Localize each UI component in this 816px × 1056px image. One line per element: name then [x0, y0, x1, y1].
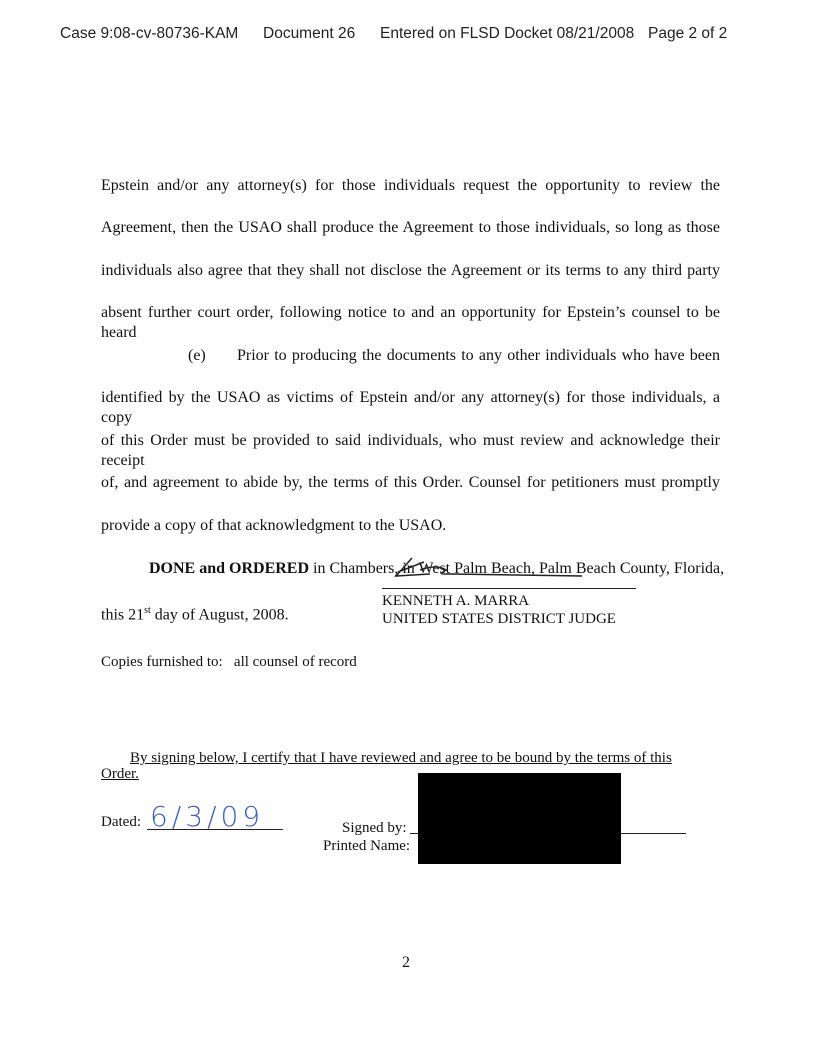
handwritten-date: 6/3/09 — [150, 800, 265, 833]
body-line: of, and agreement to abide by, the terms of this Order. Counsel for petitioners must promptly — [101, 474, 720, 491]
certification-text: By signing below, I certify that I have reviewed and agree to be bound by the terms of this — [130, 750, 672, 766]
body-line: Prior to producing the documents to any other individuals who have been — [237, 347, 720, 364]
done-ordered-bold: DONE and ORDERED — [149, 560, 310, 577]
body-line: identified by the USAO as victims of Epstein and/or any attorney(s) for those individuals, a copy — [101, 389, 720, 426]
case-number: Case 9:08-cv-80736-KAM — [60, 25, 239, 42]
judge-name: KENNETH A. MARRA — [382, 593, 530, 609]
printed-name-label: Printed Name: — [323, 838, 411, 854]
document-number: Document 26 — [263, 25, 356, 42]
body-line: individuals also agree that they shall not disclose the Agreement or its terms to any third party — [101, 262, 720, 279]
certification-text-end: Order. — [101, 766, 139, 782]
item-e-label: (e) — [188, 347, 206, 364]
date-text-rest: day of August, 2008. — [150, 606, 289, 624]
judge-title: UNITED STATES DISTRICT JUDGE — [382, 611, 616, 627]
page-indicator: Page 2 of 2 — [648, 25, 728, 42]
body-line: provide a copy of that acknowledgment to the USAO. — [101, 517, 447, 534]
body-line: absent further court order, following notice to and an opportunity for Epstein’s counsel to be heard — [101, 304, 720, 341]
date-ordinal: st — [144, 605, 151, 616]
body-line: Epstein and/or any attorney(s) for those individuals request the opportunity to review the — [101, 177, 720, 194]
date-line — [101, 601, 289, 625]
body-line: of this Order must be provided to said individuals, who must review and acknowledge their receipt — [101, 432, 720, 469]
date-text: this 21 — [101, 606, 145, 624]
copies-furnished: Copies furnished to: all counsel of record — [101, 654, 357, 670]
judge-signature — [390, 552, 590, 582]
entered-date: Entered on FLSD Docket 08/21/2008 — [380, 25, 635, 42]
signed-by-label: Signed by: — [342, 820, 407, 836]
dated-label: Dated: — [101, 814, 141, 830]
done-ordered-text: in Chambers, in West Palm Beach, Palm Beach County, Florida, — [309, 560, 725, 577]
redaction-box — [418, 773, 621, 864]
signature-line — [382, 588, 636, 589]
body-line: Agreement, then the USAO shall produce the Agreement to those individuals, so long as those — [101, 219, 720, 236]
page-number: 2 — [402, 954, 410, 971]
